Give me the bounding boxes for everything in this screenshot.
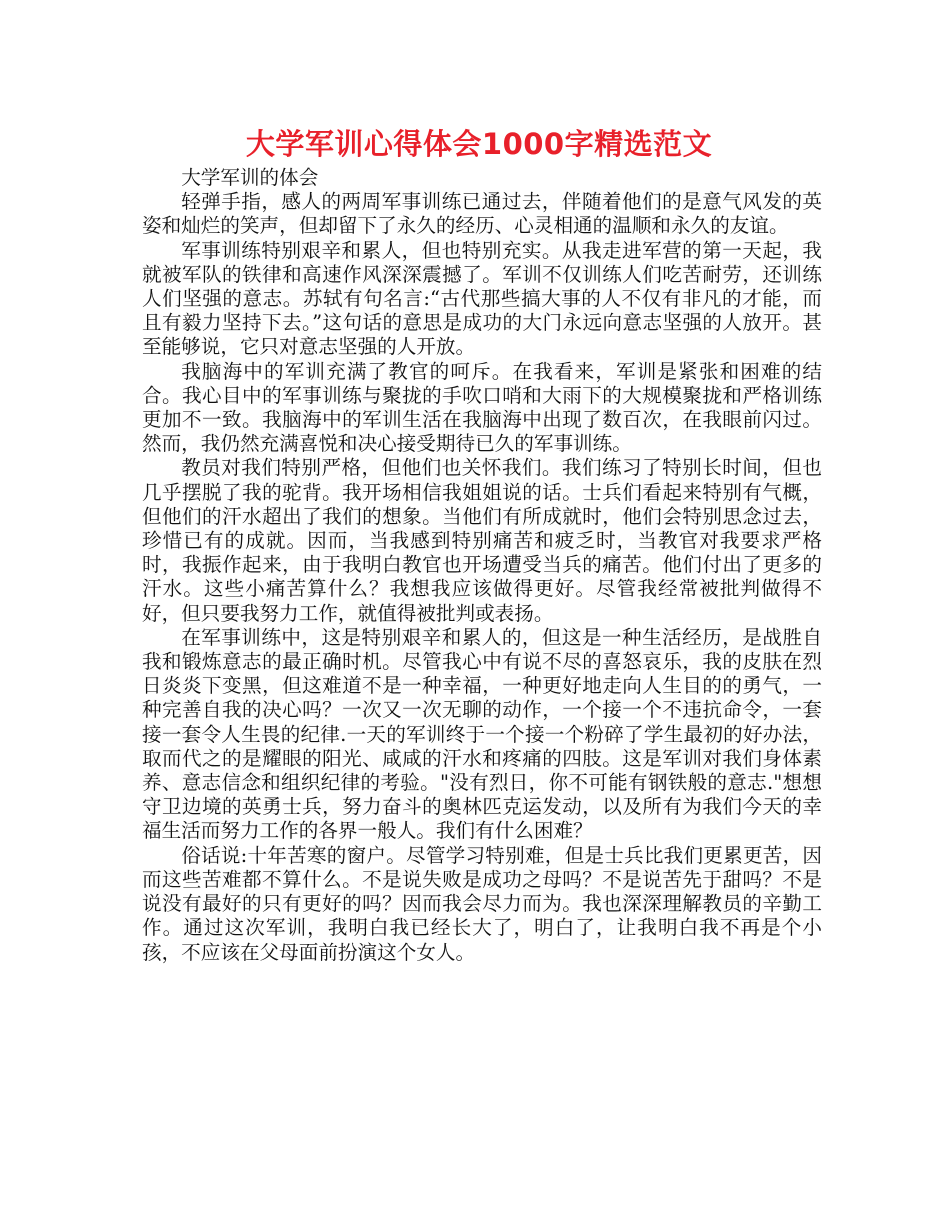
document-body <box>142 166 822 965</box>
document-subtitle: 大学军训的体会 <box>181 166 319 189</box>
document-page <box>142 122 822 965</box>
paragraph: 轻弹手指，感人的两周军事训练已通过去，伴随着他们的是意气风发的英姿和灿烂的笑声，但却留下了永久的经历、心灵相通的温顺和永久的友谊。 <box>142 190 822 238</box>
paragraph: 俗话说:十年苦寒的窗户。尽管学习特别难，但是士兵比我们更累更苦，因而这些苦难都不算什么。不是说失败是成功之母吗？不是说苦先于甜吗？不是说没有最好的只有更好的吗？因而我会尽力而为。我也深深理解教员的辛勤工作。通过这次军训，我明白我已经长大了，明白了，让我明白我不再是个小孩，不应该在父母面前扮演这个女人。 <box>142 843 822 964</box>
paragraph: 军事训练特别艰辛和累人，但也特别充实。从我走进军营的第一天起，我就被军队的铁律和高速作风深深震撼了。军训不仅训练人们吃苦耐劳，还训练人们坚强的意志。苏轼有句名言:“古代那些搞大事的人不仅有非凡的才能，而且有毅力坚持下去。”这句话的意思是成功的大门永远向意志坚强的人放开。甚至能够说，它只对意志坚强的人开放。 <box>142 238 822 359</box>
paragraph: 在军事训练中，这是特别艰辛和累人的，但这是一种生活经历，是战胜自我和锻炼意志的最正确时机。尽管我心中有说不尽的喜怒哀乐，我的皮肤在烈日炎炎下变黑，但这难道不是一种幸福，一种更好地走向人生目的的勇气，一种完善自我的决心吗？一次又一次无聊的动作，一个接一个不违抗命令，一套接一套令人生畏的纪律.一天的军训终于一个接一个粉碎了学生最初的好办法，取而代之的是耀眼的阳光、咸咸的汗水和疼痛的四肢。这是军训对我们身体素养、意志信念和组织纪律的考验。"没有烈日，你不可能有钢铁般的意志."想想守卫边境的英勇士兵，努力奋斗的奥林匹克运发动，以及所有为我们今天的幸福生活而努力工作的各界一般人。我们有什么困难？ <box>142 625 822 843</box>
document-title: 大学军训心得体会1000字精选范文 <box>245 127 713 161</box>
paragraph: 我脑海中的军训充满了教官的呵斥。在我看来，军训是紧张和困难的结合。我心目中的军事训练与聚拢的手吹口哨和大雨下的大规模聚拢和严格训练更加不一致。我脑海中的军训生活在我脑海中出现了数百次，在我眼前闪过。然而，我仍然充满喜悦和决心接受期待已久的军事训练。 <box>142 359 822 456</box>
paragraph: 教员对我们特别严格，但他们也关怀我们。我们练习了特别长时间，但也几乎摆脱了我的驼背。我开场相信我姐姐说的话。士兵们看起来特别有气概，但他们的汗水超出了我们的想象。当他们有所成就时，他们会特别思念过去，珍惜已有的成就。因而，当我感到特别痛苦和疲乏时，当教官对我要求严格时，我振作起来，由于我明白教官也开场遭受当兵的痛苦。他们付出了更多的汗水。这些小痛苦算什么？我想我应该做得更好。尽管我经常被批判做得不好，但只要我努力工作，就值得被批判或表扬。 <box>142 456 822 625</box>
